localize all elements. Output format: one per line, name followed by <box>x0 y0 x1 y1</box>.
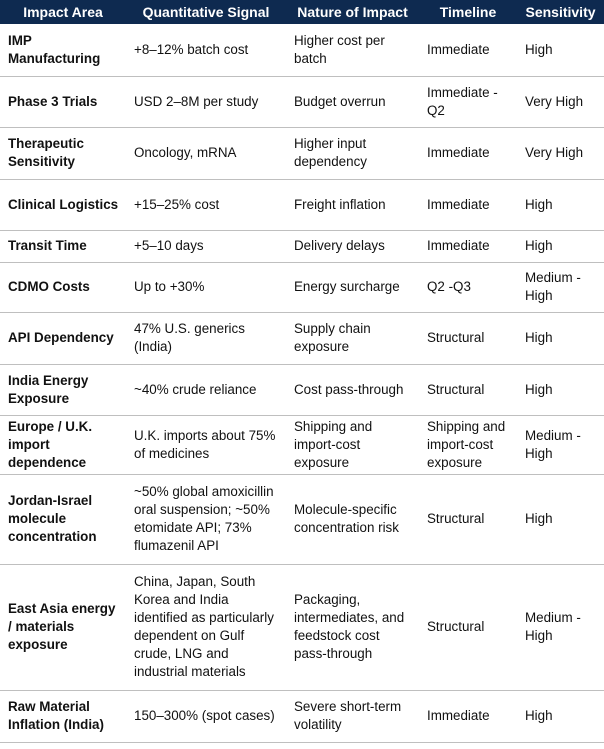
cell-sensitivity: High <box>517 364 604 415</box>
cell-sensitivity: Medium - High <box>517 262 604 312</box>
cell-nature: Energy surcharge <box>286 262 419 312</box>
cell-timeline: Structural <box>419 364 517 415</box>
cell-nature: Delivery delays <box>286 230 419 262</box>
cell-signal: China, Japan, South Korea and India identified as particularly dependent on Gulf crude, LNG and industrial materials <box>126 564 286 690</box>
cell-sensitivity: Medium - High <box>517 415 604 474</box>
cell-sensitivity: High <box>517 474 604 564</box>
cell-signal: +15–25% cost <box>126 179 286 230</box>
cell-impact-area: Therapeutic Sensitivity <box>0 127 126 179</box>
table-row <box>0 364 604 415</box>
cell-nature: Freight inflation <box>286 179 419 230</box>
cell-timeline: Q2 -Q3 <box>419 262 517 312</box>
cell-nature: Higher cost per batch <box>286 24 419 76</box>
cell-signal: USD 2–8M per study <box>126 76 286 127</box>
table-header <box>0 0 604 24</box>
cell-impact-area: Europe / U.K. import dependence <box>0 415 126 474</box>
table-row <box>0 76 604 127</box>
cell-signal: 47% U.S. generics (India) <box>126 312 286 364</box>
cell-impact-area: IMP Manufacturing <box>0 24 126 76</box>
cell-signal: ~40% crude reliance <box>126 364 286 415</box>
header-sensitivity: Sensitivity <box>517 0 604 24</box>
header-timeline: Timeline <box>419 0 517 24</box>
cell-nature: Supply chain exposure <box>286 312 419 364</box>
cell-impact-area: Clinical Logistics <box>0 179 126 230</box>
cell-signal: +5–10 days <box>126 230 286 262</box>
cell-impact-area: East Asia energy / materials exposure <box>0 564 126 690</box>
cell-sensitivity: High <box>517 690 604 742</box>
cell-timeline: Structural <box>419 474 517 564</box>
cell-signal: ~50% global amoxicillin oral suspension; ~50% etomidate API; 73% flumazenil API <box>126 474 286 564</box>
header-nature-of-impact: Nature of Impact <box>286 0 419 24</box>
cell-timeline: Immediate - Q2 <box>419 76 517 127</box>
cell-impact-area: India Energy Exposure <box>0 364 126 415</box>
cell-sensitivity: High <box>517 179 604 230</box>
cell-timeline: Immediate <box>419 690 517 742</box>
cell-sensitivity: High <box>517 312 604 364</box>
cell-nature: Higher input dependency <box>286 127 419 179</box>
cell-signal: 150–300% (spot cases) <box>126 690 286 742</box>
cell-nature: Budget overrun <box>286 76 419 127</box>
cell-sensitivity: Very High <box>517 76 604 127</box>
cell-impact-area: Phase 3 Trials <box>0 76 126 127</box>
cell-signal: +8–12% batch cost <box>126 24 286 76</box>
cell-nature: Cost pass-through <box>286 364 419 415</box>
table-row <box>0 690 604 742</box>
table-row <box>0 127 604 179</box>
cell-timeline: Structural <box>419 564 517 690</box>
cell-sensitivity: Medium - High <box>517 564 604 690</box>
cell-impact-area: Raw Material Inflation (India) <box>0 690 126 742</box>
cell-impact-area: Transit Time <box>0 230 126 262</box>
table-row <box>0 564 604 690</box>
header-quantitative-signal: Quantitative Signal <box>126 0 286 24</box>
cell-timeline: Immediate <box>419 127 517 179</box>
cell-signal: Oncology, mRNA <box>126 127 286 179</box>
cell-nature: Shipping and import-cost exposure <box>286 415 419 474</box>
table-row <box>0 415 604 474</box>
cell-impact-area: CDMO Costs <box>0 262 126 312</box>
cell-nature: Molecule-specific concentration risk <box>286 474 419 564</box>
table-row <box>0 24 604 76</box>
cell-sensitivity: High <box>517 24 604 76</box>
table-row <box>0 230 604 262</box>
cell-sensitivity: Very High <box>517 127 604 179</box>
cell-timeline: Immediate <box>419 24 517 76</box>
table-row <box>0 312 604 364</box>
cell-impact-area: API Dependency <box>0 312 126 364</box>
table-row <box>0 474 604 564</box>
cell-signal: U.K. imports about 75% of medicines <box>126 415 286 474</box>
cell-timeline: Structural <box>419 312 517 364</box>
cell-timeline: Immediate <box>419 230 517 262</box>
header-impact-area: Impact Area <box>0 0 126 24</box>
cell-nature: Packaging, intermediates, and feedstock cost pass-through <box>286 564 419 690</box>
table-row <box>0 262 604 312</box>
table-body <box>0 24 604 742</box>
cell-timeline: Immediate <box>419 179 517 230</box>
cell-signal: Up to +30% <box>126 262 286 312</box>
cell-timeline: Shipping and import-cost exposure <box>419 415 517 474</box>
table-row <box>0 179 604 230</box>
cell-impact-area: Jordan-Israel molecule concentration <box>0 474 126 564</box>
cell-sensitivity: High <box>517 230 604 262</box>
cell-nature: Severe short-term volatility <box>286 690 419 742</box>
